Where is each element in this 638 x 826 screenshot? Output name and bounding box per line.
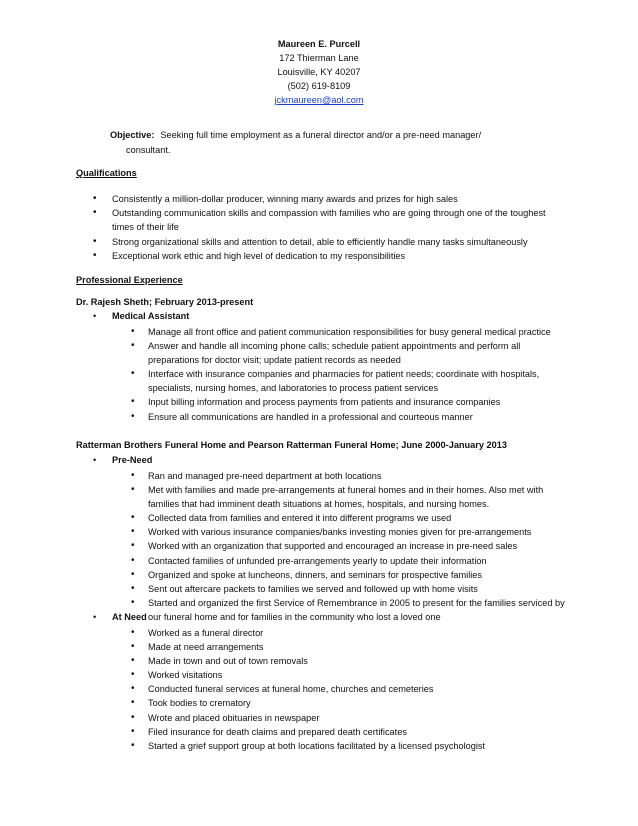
job-heading: Ratterman Brothers Funeral Home and Pearson Ratterman Funeral Home; June 2000-January 2013 [76,440,507,450]
email-link[interactable]: jckmaureen@aol.com [274,95,364,105]
duty-list [148,626,568,753]
duty-item: • Started and organized the first Service of Remembrance in 2005 to present for the families serviced by our funeral home and for families in the community who lost a loved one [148,596,568,624]
duty-item: • Worked with various insurance companies/banks investing monies given for pre-arrangements [148,525,568,539]
role-title: • At Need [112,612,147,622]
city-state-zip: Louisville, KY 40207 [277,67,361,77]
duty-item: • Contacted families of unfunded pre-arrangements yearly to update their information [148,554,568,568]
job-heading: Dr. Rajesh Sheth; February 2013-present [76,297,254,307]
duty-item: • Manage all front office and patient communication responsibilities for busy general medical practice [148,325,568,339]
duty-item: • Organized and spoke at luncheons, dinners, and seminars for prospective families [148,568,568,582]
duty-item: • Ensure all communications are handled in a professional and courteous manner [148,410,568,424]
duty-item: • Took bodies to crematory [148,696,568,710]
qualification-item: • Strong organizational skills and attention to detail, able to efficiently handle many tasks simultaneously [112,235,562,249]
duty-item: • Made at need arrangements [148,640,568,654]
applicant-name: Maureen E. Purcell [277,39,361,49]
qualification-item: • Outstanding communication skills and compassion with families who are going through one of the toughest times of their life [112,206,562,234]
duty-item: • Collected data from families and entered it into different programs we used [148,511,568,525]
duty-list [148,469,568,624]
role-title: • Pre-Need [112,455,152,465]
qualification-item: • Exceptional work ethic and high level of dedication to my responsibilities [112,249,562,263]
objective-label: Objective: [110,130,155,140]
duty-item: • Worked as a funeral director [148,626,568,640]
phone-number: (502) 619-8109 [287,81,351,91]
duty-item: • Interface with insurance companies and pharmacies for patient needs; coordinate with hospitals, specialists, nursing homes, and laboratories to process patient services [148,367,568,395]
duty-item: • Made in town and out of town removals [148,654,568,668]
role-title: • Medical Assistant [112,311,189,321]
duty-item: • Conducted funeral services at funeral home, churches and cemeteries [148,682,568,696]
duty-item: • Answer and handle all incoming phone calls; schedule patient appointments and perform all preparations for doctor visit; update patient records as needed [148,339,568,367]
duty-item: • Filed insurance for death claims and prepared death certificates [148,725,568,739]
duty-item: • Ran and managed pre-need department at both locations [148,469,568,483]
qualifications-list [112,192,562,263]
qualification-item: • Consistently a million-dollar producer, winning many awards and prizes for high sales [112,192,562,206]
experience-heading: Professional Experience [76,275,183,285]
objective-text: Seeking full time employment as a funeral director and/or a pre-need manager/ [160,130,482,140]
objective-continuation: consultant. [126,145,171,155]
duty-item: • Worked with an organization that supported and encouraged an increase in pre-need sales [148,539,568,553]
objective-block [110,128,550,158]
duty-list [148,325,568,424]
duty-item: • Started a grief support group at both locations facilitated by a licensed psychologist [148,739,568,753]
qualifications-heading: Qualifications [76,168,137,178]
duty-item: • Met with families and made pre-arrangements at funeral homes and in their homes. Also met with families that had imminent death situations at homes, hospitals, and nursing homes. [148,483,568,511]
duty-item: • Sent out aftercare packets to families we served and followed up with home visits [148,582,568,596]
duty-item: • Input billing information and process payments from patients and insurance companies [148,395,568,409]
street-address: 172 Thierman Lane [279,53,359,63]
contact-header [0,37,638,107]
duty-item: • Worked visitations [148,668,568,682]
duty-item: • Wrote and placed obituaries in newspaper [148,711,568,725]
